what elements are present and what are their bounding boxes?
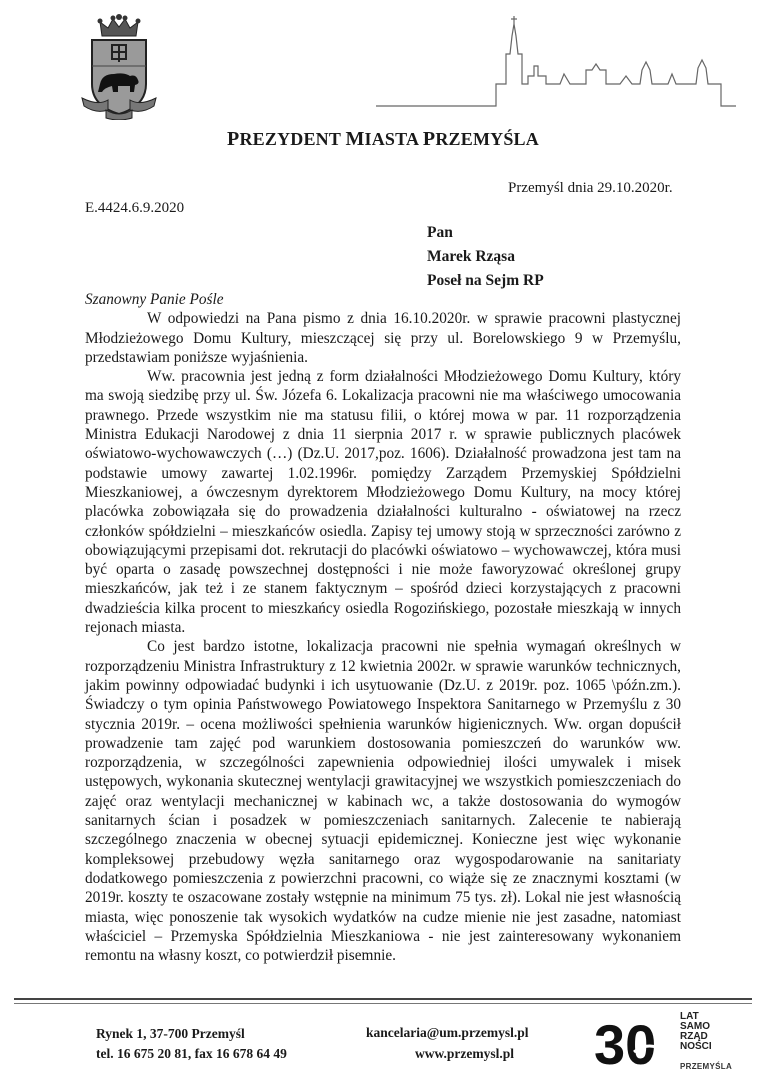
footer-divider xyxy=(14,1003,752,1004)
crown-icon xyxy=(98,14,141,36)
footer-email: kancelaria@um.przemysl.pl xyxy=(366,1025,529,1040)
letterhead-title: PREZYDENT MIASTA PRZEMYŚLA xyxy=(227,128,539,150)
logo-wordmark xyxy=(680,1012,712,1052)
logo-number: 30 xyxy=(594,1013,657,1072)
logo-word: NOŚCI xyxy=(680,1041,712,1052)
logo-city: PRZEMYŚLA xyxy=(680,1062,733,1071)
city-skyline-drawing xyxy=(376,14,736,110)
logo-word: RZĄD xyxy=(680,1031,708,1042)
recipient-line: Pan xyxy=(427,224,453,241)
reference-number: E.4424.6.9.2020 xyxy=(85,200,185,216)
recipient-line: Poseł na Sejm RP xyxy=(427,272,544,289)
letter-body xyxy=(85,290,681,965)
paragraph: Co jest bardzo istotne, lokalizacja pracowni nie spełnia wymagań określnych w rozporządzeniu Ministra Infrastruktury z 12 kwietnia 2002r. w sprawie warunków technicznych, jakim powinny odpowiadać budynki i ich usytuowanie (Dz.U. z 2019r. poz. 1065 \późn.zm.). Świadczy o tym opinia Państwowego Powiatowego Inspektora Sanitarnego w Przemyślu z 30 stycznia 2019r. – ocena możliwości spełnienia warunków higienicznych. Ww. organ dopuścił prowadzenie tam zajęć pod warunkiem dostosowania pomieszczeń do warunków ww. rozporządzenia, w szczególności zapewnienia odpowiedniej ilości umywalek i misek ustępowych, wykonania skutecznej wentylacji grawitacyjnej we wszystkich pomieszczeniach do zajęć oraz wentylacji mechanicznej w kabinach wc, a także dostosowania do wymogów sanitarnych ścian i posadzek w pomieszczeniach sanitarnych. Zalecenie te nabierają szczególnego znaczenia w obecnej sytuacji epidemicznej. Konieczne jest więc wykonanie kompleksowej przebudowy węzła sanitarnego oraz wygospodarowanie na sanitariaty dodatkowego pomieszczenia z powierzchni pracowni, co wiąże się ze znacznymi kosztami (w 2019r. koszty te oszacowane zostały wstępnie na minimum 75 tys. zł). Lokal nie jest własnością miasta, więc ponoszenie tak wysokich wydatków na cudze mienie nie jest zasadne, natomiast właściciel – Przemyska Spółdzielnia Mieszkaniowa - nie jest zainteresowany wykonaniem remontu na własny koszt, co potwierdził pisemnie. xyxy=(85,638,681,965)
footer-address-block xyxy=(96,1024,287,1064)
letter-date: Przemyśl dnia 29.10.2020r. xyxy=(508,180,673,196)
footer-contact-block xyxy=(366,1022,529,1064)
footer-phone: tel. 16 675 20 81, fax 16 678 64 49 xyxy=(96,1046,287,1061)
recipient-line: Marek Rząsa xyxy=(427,248,515,265)
salutation: Szanowny Panie Pośle xyxy=(85,291,224,308)
logo-word: SAMO xyxy=(680,1021,710,1032)
recipient-block xyxy=(427,221,544,293)
logo-word: LAT xyxy=(680,1011,699,1022)
city-crest-logo xyxy=(78,14,160,120)
footer-divider xyxy=(14,998,752,1000)
paragraph: W odpowiedzi na Pana pismo z dnia 16.10.2020r. w sprawie pracowni plastycznej Młodzieżowego Domu Kultury, mieszczącej się przy ul. Borelowskiego 9 w Przemyślu, przedstawiam poniższe wyjaśnienia. xyxy=(85,310,681,366)
paragraph: Ww. pracownia jest jedną z form działalności Młodzieżowego Domu Kultury, który ma swoją siedzibę przy ul. Św. Józefa 6. Lokalizacja pracowni nie ma właściwego umocowania prawnego. Przede wszystkim nie ma statusu filii, o której mowa w par. 11 rozporządzenia Ministra Edukacji Narodowej z dnia 11 sierpnia 2017 r. w sprawie publicznych placówek oświatowo-wychowawczych (…) (Dz.U. 2017,poz. 1606). Działalność prowadzona jest tam na podstawie umowy zawartej 1.02.1996r. pomiędzy Zarządem Przemyskiej Spółdzielni Mieszkaniowej, a ówczesnym dyrektorem Młodzieżowego Domu Kultury, na mocy której placówka zobowiązała się do prowadzenia działalności kulturalno - oświatowej na rzecz członków spółdzielni – mieszkańców osiedla. Zapisy tej umowy stoją w sprzeczności zarówno z obowiązującymi przepisami dot. rekrutacji do placówki oświatowo – wychowawczej, która musi być oparta o zasadę powszechnej dostępności i nie może faworyzować określonej grupy mieszkańców, jak też i ze stanem faktycznym – spośród dzieci korzystających z pracowni dwadzieścia kilka procent to mieszkańcy osiedla Rogozińskiego, pozostałe mieszkają w innych rejonach miasta. xyxy=(85,368,681,637)
footer-address: Rynek 1, 37-700 Przemyśl xyxy=(96,1026,245,1041)
footer-website: www.przemysl.pl xyxy=(415,1046,514,1061)
